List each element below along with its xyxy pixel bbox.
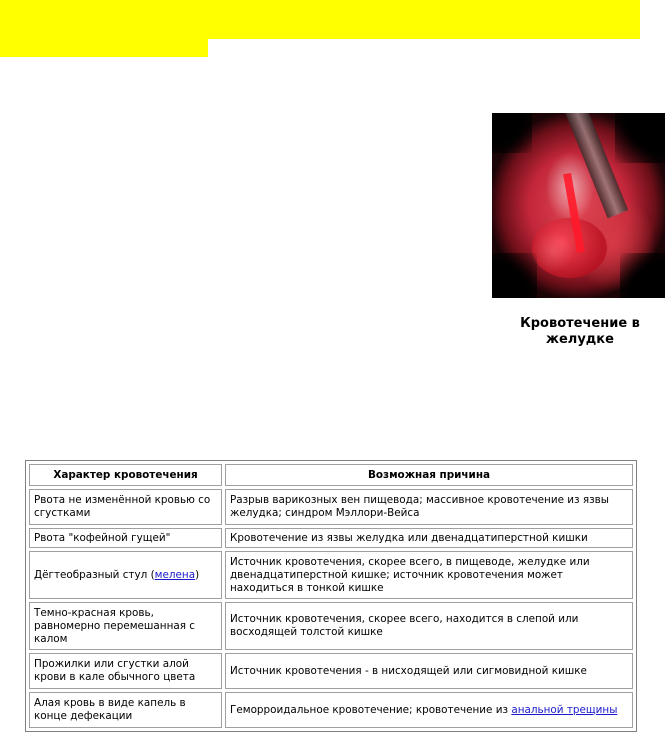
cell-character-suffix: ): [195, 568, 200, 581]
cell-character-text: Дёгтеобразный стул (: [34, 568, 155, 581]
cell-cause: Кровотечение из язвы желудка или двенадцатиперстной кишки: [225, 528, 633, 548]
cell-character: Рвота не изменённой кровью со сгустками: [29, 489, 222, 525]
cell-cause-text: Геморроидальное кровотечение; кровотечение из: [230, 703, 512, 716]
table-row: [29, 489, 633, 525]
figure-caption: Кровотечение в желудке: [520, 316, 640, 347]
cell-cause: Источник кровотечения - в нисходящей или сигмовидной кишке: [225, 653, 633, 689]
bleeding-causes-table: [25, 460, 637, 732]
melena-link[interactable]: мелена: [154, 568, 196, 581]
cell-cause: Источник кровотечения, скорее всего, находится в слепой или восходящей толстой кишке: [225, 602, 633, 650]
highlight-bar-bottom: [0, 39, 208, 57]
cell-cause: Разрыв варикозных вен пищевода; массивное кровотечение из язвы желудка; синдром Мэллори-Вейса: [225, 489, 633, 525]
header-cause: Возможная причина: [225, 464, 633, 486]
endoscopy-image: [492, 113, 665, 298]
cell-character: Прожилки или сгустки алой крови в кале обычного цвета: [29, 653, 222, 689]
cell-character: Алая кровь в виде капель в конце дефекации: [29, 692, 222, 728]
cell-character: Рвота "кофейной гущей": [29, 528, 222, 548]
cell-character: [29, 551, 222, 599]
cell-cause: Источник кровотечения, скорее всего, в пищеводе, желудке или двенадцатиперстной кишке; источник кровотечения может находиться в тонкой кишке: [225, 551, 633, 599]
anal-fissure-link[interactable]: анальной трещины: [511, 703, 618, 716]
table-row: [29, 692, 633, 728]
cell-cause: [225, 692, 633, 728]
highlight-bar-top: [0, 0, 640, 39]
table-row: [29, 602, 633, 650]
cell-character: Темно-красная кровь, равномерно перемешанная с калом: [29, 602, 222, 650]
table-header-row: [29, 464, 633, 486]
table-row: [29, 528, 633, 548]
table-row: [29, 551, 633, 599]
table-row: [29, 653, 633, 689]
header-character: Характер кровотечения: [29, 464, 222, 486]
